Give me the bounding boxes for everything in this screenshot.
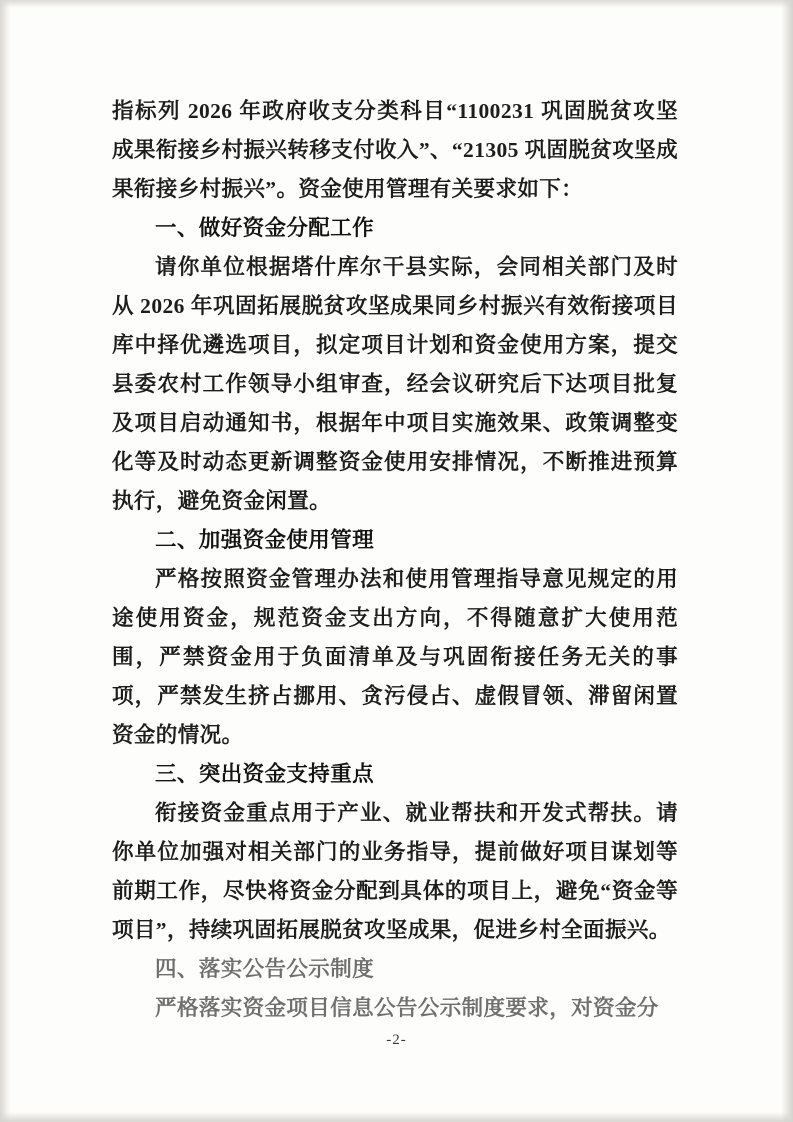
scan-edge-left bbox=[0, 0, 10, 1122]
section-heading-4: 四、落实公告公示制度 bbox=[155, 957, 375, 982]
paragraph-section-3: 衔接资金重点用于产业、就业帮扶和开发式帮扶。请你单位加强对相关部门的业务指导，提前做好项目谋划等前期工作，尽快将资金分配到具体的项目上，避免“资金等项目”，持续巩固拓展脱贫攻坚成果，促进乡村全面振兴。 bbox=[112, 801, 678, 942]
paragraph-section-4: 严格落实资金项目信息公告公示制度要求，对资金分 bbox=[155, 996, 659, 1020]
document-body bbox=[112, 92, 678, 1028]
section-heading-3: 三、突出资金支持重点 bbox=[155, 762, 375, 787]
scan-edge-right bbox=[781, 0, 793, 1122]
page-number: -2- bbox=[386, 1032, 407, 1048]
scan-edge-bottom bbox=[0, 1112, 793, 1122]
section-heading-1: 一、做好资金分配工作 bbox=[155, 216, 375, 241]
scan-edge-top bbox=[0, 0, 793, 8]
paragraph-intro: 指标列 2026 年政府收支分类科目“1100231 巩固脱贫攻坚成果衔接乡村振兴转移支付收入”、“21305 巩固脱贫攻坚成果衔接乡村振兴”。资金使用管理有关要求如下： bbox=[112, 99, 678, 201]
paragraph-section-1: 请你单位根据塔什库尔干县实际，会同相关部门及时从 2026 年巩固拓展脱贫攻坚成果同乡村振兴有效衔接项目库中择优遴选项目，拟定项目计划和资金使用方案，提交县委农村工作领导小组审查，经会议研究后下达项目批复及项目启动通知书，根据年中项目实施效果、政策调整变化等及时动态更新调整资金使用安排情况，不断推进预算执行，避免资金闲置。 bbox=[112, 255, 678, 513]
paragraph-section-2: 严格按照资金管理办法和使用管理指导意见规定的用途使用资金，规范资金支出方向，不得随意扩大使用范围，严禁资金用于负面清单及与巩固衔接任务无关的事项，严禁发生挤占挪用、贪污侵占、虚假冒领、滞留闲置资金的情况。 bbox=[112, 567, 678, 747]
section-heading-2: 二、加强资金使用管理 bbox=[155, 528, 375, 553]
